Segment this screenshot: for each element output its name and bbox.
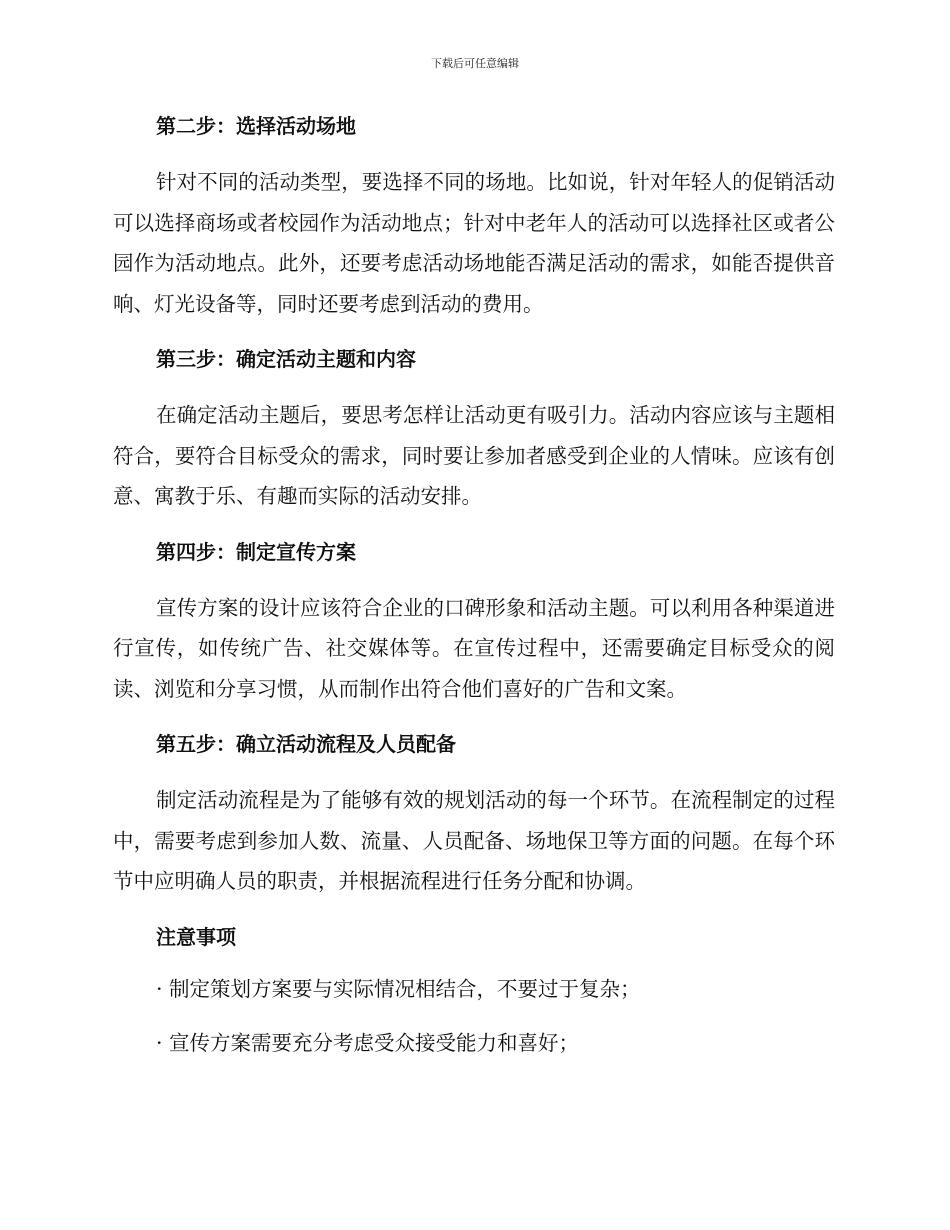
document-body — [113, 110, 835, 1081]
section-heading: 第三步：确定活动主题和内容 — [156, 347, 416, 371]
section-heading: 第五步：确立活动流程及人员配备 — [156, 732, 456, 756]
section-heading: 第二步：选择活动场地 — [156, 114, 356, 138]
section-step-4 — [113, 536, 835, 710]
section-step-3 — [113, 343, 835, 517]
section-paragraph: 针对不同的活动类型，要选择不同的场地。比如说，针对年轻人的促销活动可以选择商场或者校园作为活动地点；针对中老年人的活动可以选择社区或者公园作为活动地点。此外，还要考虑活动场地能否满足活动的需求，如能否提供音响、灯光设备等，同时还要考虑到活动的费用。 — [113, 170, 835, 316]
page-header: 下载后可任意编辑 — [431, 57, 519, 70]
section-heading: 第四步：制定宣传方案 — [156, 539, 356, 564]
notes-heading: 注意事项 — [156, 924, 236, 949]
list-item: · 制定策划方案要与实际情况相结合，不要过于复杂； — [156, 976, 641, 1001]
section-step-5 — [113, 728, 835, 902]
section-paragraph: 在确定活动主题后，要思考怎样让活动更有吸引力。活动内容应该与主题相符合，要符合目标受众的需求，同时要让参加者感受到企业的人情味。应该有创意、寓教于乐、有趣而实际的活动安排。 — [113, 403, 835, 508]
section-paragraph: 宣传方案的设计应该符合企业的口碑形象和活动主题。可以利用各种渠道进行宣传，如传统广告、社交媒体等。在宣传过程中，还需要确定目标受众的阅读、浏览和分享习惯，从而制作出符合他们喜好的广告和文案。 — [113, 595, 835, 701]
section-step-2 — [113, 110, 835, 324]
list-item: · 宣传方案需要充分考虑受众接受能力和喜好； — [156, 1030, 580, 1055]
section-paragraph: 制定活动流程是为了能够有效的规划活动的每一个环节。在流程制定的过程中，需要考虑到参加人数、流量、人员配备、场地保卫等方面的问题。在每个环节中应明确人员的职责，并根据流程进行任务分配和协调。 — [113, 788, 835, 893]
notes-section — [113, 921, 835, 1059]
